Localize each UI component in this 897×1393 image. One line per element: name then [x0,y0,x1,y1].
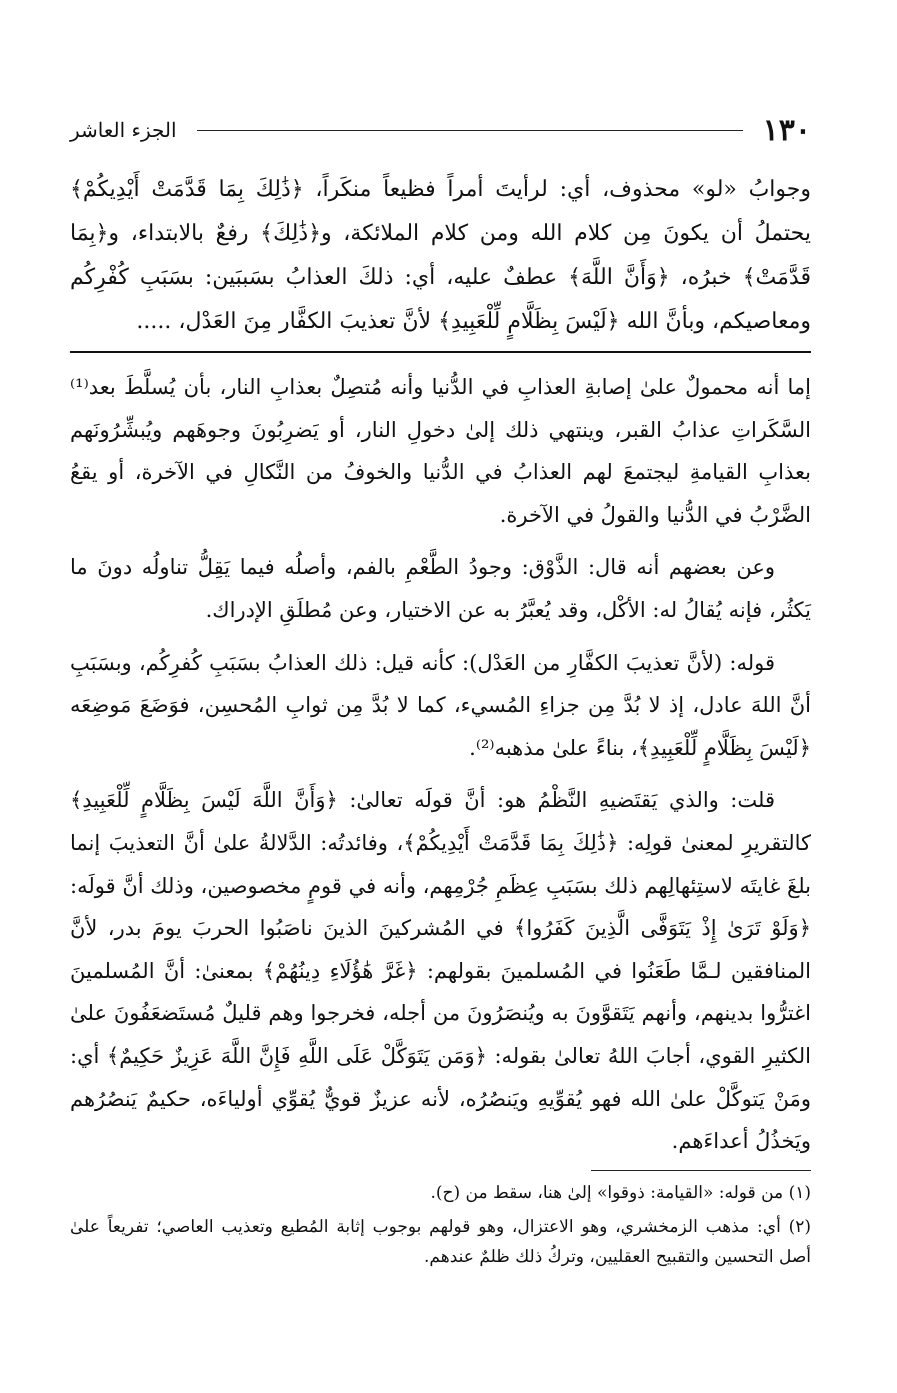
matn-text: وجوابُ «لو» محذوف، أي: لرأيتَ أمراً فظيعاً منكَراً، ﴿ذَٰلِكَ بِمَا قَدَّمَتْ أَيْدِيكُمْ﴾ يحتملُ أن يكونَ مِن كلام الله ومن كلام الملائكة، و﴿ذَٰلِكَ﴾ رفعٌ بالابتداء، و﴿بِمَا قَدَّمَتْ﴾ خبرُه، ﴿وَأَنَّ اللَّهَ﴾ عطفٌ عليه، أي: ذلكَ العذابُ بسَببَين: بسَبَبِ كُفْرِكُم ومعاصيكم، وبأنَّ الله ﴿لَيْسَ بِظَلَّامٍ لِّلْعَبِيدِ﴾ لأنَّ تعذيبَ الكفَّار مِنَ العَدْل، ..... [70,177,811,334]
commentary-paragraph-1: إما أنه محمولٌ علىٰ إصابةِ العذابِ في الدُّنيا وأنه مُتصِلٌ بعذابِ النار، بأن يُسلَّطَ بعد⁽¹⁾ السَّكَراتِ عذابُ القبر، وينتهي ذلك إلىٰ دخولِ النار، أو يَضرِبُونَ وجوهَهم ويُبشِّرُونَهم بعذابِ القيامةِ ليجتمعَ لهم العذابُ في الدُّنيا والخوفُ من النَّكالِ في الآخرة، أو يقعُ الضَّرْبُ في الدُّنيا والقولُ في الآخرة. [70,375,811,527]
footnotes [70,1178,811,1276]
commentary-paragraph-3: قوله: (لأنَّ تعذيبَ الكفَّارِ من العَدْل): كأنه قيل: ذلك العذابُ بسَبَبِ كُفرِكُم، وبسَبَبِ أنَّ اللهَ عادل، إذ لا بُدَّ مِن جزاءِ المُسيء، كما لا بُدَّ مِن ثوابِ المُحسِن، فوَضَعَ مَوضِعَه ﴿لَيْسَ بِظَلَّامٍ لِّلْعَبِيدِ﴾، بناءً علىٰ مذهبه⁽²⁾. [70,650,811,760]
footnote-1: (١) من قوله: «القيامة: ذوقوا» إلىٰ هنا، سقط من (ح). [430,1183,811,1203]
commentary-paragraph-4: قلت: والذي يَقتَضيهِ النَّظْمُ هو: أنَّ قولَه تعالىٰ: ﴿وَأَنَّ اللَّهَ لَيْسَ بِظَلَّامٍ لِّلْعَبِيدِ﴾ كالتقريرِ لمعنىٰ قولِه: ﴿ذَٰلِكَ بِمَا قَدَّمَتْ أَيْدِيكُمْ﴾، وفائدتُه: الدَّلالةُ علىٰ أنَّ التعذيبَ إنما بلغَ غايتَه لاستِئهالِهم ذلك بسَبَبِ عِظَمِ جُرْمِهم، وأنه في قومٍ مخصوصين، وذلك أنَّ قولَه: ﴿وَلَوْ تَرَىٰ إِذْ يَتَوَفَّى الَّذِينَ كَفَرُوا﴾ في المُشركينَ الذينَ ناصَبُوا الحربَ يومَ بدر، لأنَّ المنافقين لـمَّا طَعَنُوا في المُسلمينَ بقولهم: ﴿غَرَّ هَٰؤُلَاءِ دِينُهُمْ﴾ بمعنىٰ: أنَّ المُسلمينَ اغترُّوا بدينهم، وأنهم يَتَقوَّونَ به ويُنصَرُونَ من أجله، فخرجوا وهم قليلٌ مُستَضعَفُونَ علىٰ الكثيرِ القوي، أجابَ اللهُ تعالىٰ بقوله: ﴿وَمَن يَتَوَكَّلْ عَلَى اللَّهِ فَإِنَّ اللَّهَ عَزِيزٌ حَكِيمٌ﴾ أي: ومَنْ يَتوكَّلْ علىٰ الله فهو يُقوِّيهِ ويَنصُرُه، لأنه عزيزٌ قويٌّ يُقوِّي أولياءَه، حكيمٌ يَنصُرُهم ويَخذُلُ أعداءَهم. [70,788,811,1154]
page-header [70,110,811,150]
header-rule [197,130,743,131]
matn-separator [70,351,811,353]
page-number: ١٣٠ [762,112,811,148]
commentary [70,366,811,1173]
running-title: الجزء العاشر [70,118,177,142]
commentary-paragraph-2: وعن بعضهم أنه قال: الذَّوْق: وجودُ الطَّعْمِ بالفم، وأصلُه فيما يَقِلُّ تناولُه دونَ ما يَكثُر، فإنه يُقالُ له: الأكْل، وقد يُعبَّرُ به عن الاختيار، وعن مُطلَقِ الإدراك. [70,555,811,622]
footnote-2: (٢) أي: مذهب الزمخشري، وهو الاعتزال، وهو قولهم بوجوب إثابة المُطيع وتعذيب العاصي؛ تفريعاً علىٰ أصل التحسين والتقبيح العقليين، وتركُ ذلك ظلمٌ عندهم. [70,1217,811,1267]
footnote-separator [591,1170,811,1171]
